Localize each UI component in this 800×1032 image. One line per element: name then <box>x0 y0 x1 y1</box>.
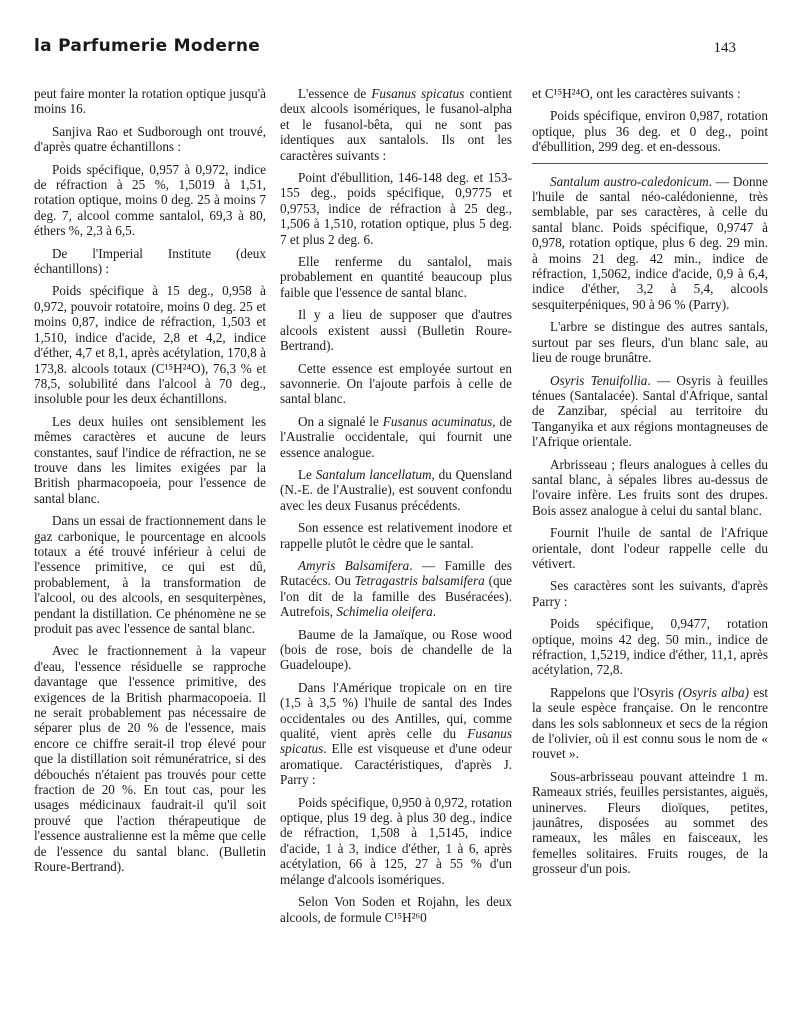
paragraph: Sous-arbrisseau pouvant atteindre 1 m. Rameaux striés, feuilles persistantes, aiguës, uninerves. Fleurs dioïques, petites, jaunâtres, disposées au sommet des rameaux, les mâles en faisceaux, les femelles solitaires. Fruits rouges, de la grosseur d'un pois. <box>532 768 768 877</box>
journal-title: la Parfumerie Moderne <box>34 36 261 56</box>
paragraph: Son essence est relativement inodore et rappelle plutôt le cèdre que le santal. <box>280 520 512 551</box>
column-3 <box>532 86 768 998</box>
paragraph: De l'Imperial Institute (deux échantillons) : <box>34 245 266 277</box>
paragraph: Poids spécifique, environ 0,987, rotation optique, plus 36 deg. et 0 deg., point d'ébullition, 299 deg. et en-dessous. <box>532 108 768 155</box>
paragraph: L'essence de Fusanus spicatus contient deux alcools isomériques, le fusanol-alpha et le fusanol-bêta, qui ne sont pas identiques aux santalols. Ils ont les caractères suivants : <box>280 86 512 163</box>
paragraph: et C¹⁵H²⁴O, ont les caractères suivants : <box>532 86 741 101</box>
species-name: Osyris Tenuifollia <box>550 372 648 388</box>
paragraph: Il y a lieu de supposer que d'autres alcools existent aussi (Bulletin Roure-Bertrand). <box>280 307 512 354</box>
paragraph: Avec le fractionnement à la vapeur d'eau, l'essence résiduelle se rapproche davantage que l'essence primitive, des exigences de la British pharmacopoeia. Il ne serait probablement pas nécessaire de séparer plus de 20 % de l'essence, mais encore ce chiffre serait-il trop élevé pour que la distillation soit rémunératrice, si des débouchés n'étaient pas trouvés pour cette fraction de 20 %. En tout cas, pour les usages médicinaux faudrait-il qu'il soit prouvé que l'action thérapeutique de l'essence australienne est la même que celle de l'essence du santal blanc. (Bulletin Roure-Bertrand). <box>34 643 266 875</box>
species-name: Tetragastris balsamifera <box>354 573 485 589</box>
paragraph: Osyris Tenuifollia. — Osyris à feuilles ténues (Santalacée). Santal d'Afrique, santal de Zanzibar, spécial au territoire du Tanganyika et aux régions montagneuses de l'Afrique orientale. <box>532 372 768 450</box>
species-name: Amyris Balsamifera <box>298 557 410 573</box>
paragraph: Ses caractères sont les suivants, d'après Parry : <box>532 578 768 609</box>
paragraph: Les deux huiles ont sensiblement les mêmes caractères et aucune de leurs constantes, sauf l'indice de réfraction, ne se trouve dans les limites exigées par la British pharmacopoeia, pour l'essence de santal blanc. <box>34 413 266 506</box>
species-name: Fusanus spicatus <box>280 726 512 757</box>
paragraph: Dans un essai de fractionnement dans le gaz carbonique, le pourcentage en alcools totaux a été trouvé inférieur à celui de l'essence primitive, ce qui est dû, probablement, à la transformation de l'alcool, ou des alcools, en sesquiterpènes, pendant la distillation. Ce phénomène ne se produit pas avec l'essence de santal blanc. <box>34 513 266 636</box>
column-2 <box>280 86 512 998</box>
paragraph: Rappelons que l'Osyris (Osyris alba) est la seule espèce française. On le rencontre dans les sols sablonneux et secs de la région de l'olivier, où il est connu sous le nom de « rouvet ». <box>532 684 768 762</box>
paragraph: Le Santalum lancellatum, du Quensland (N.-E. de l'Australie), est souvent confondu avec les deux Fusanus précédents. <box>280 466 512 513</box>
paragraph: Sanjiva Rao et Sudborough ont trouvé, d'après quatre échantillons : <box>34 123 266 155</box>
paragraph: Selon Von Soden et Rojahn, les deux alcools, de formule C¹⁵H²⁶0 <box>280 894 512 925</box>
paragraph: Poids spécifique à 15 deg., 0,958 à 0,972, pouvoir rotatoire, moins 0 deg. 25 et moins 0,87, indice de réfraction, 1,503 et 1,510, indice d'acide, 2,8 et 4,2, indice d'éther, 4,7 et 8,1, après acétylation, 170,8 à 173,8. alcools totaux (C¹⁵H²⁴O), 76,3 % et 78,5, solubilité dans l'alcool à 70 deg., insoluble pour les deux échantillons. <box>34 283 266 407</box>
paragraph: Cette essence est employée surtout en savonnerie. On l'ajoute parfois à celle de santal blanc. <box>280 360 512 407</box>
section-divider <box>532 163 768 164</box>
column-1 <box>34 86 266 998</box>
paragraph: Santalum austro-caledonicum. — Donne l'huile de santal néo-calédonienne, très semblable, par ses caractères, à celle du santal blanc. Poids spécifique, 0,9747 à 0,978, rotation optique, plus 6 deg. 29 min. à moins 21 deg. 42 min., indice de réfraction, 1,5062, indice d'acide, 0,9 à 6,4, indice d'éther, 3,2 à 5,4, alcools sesquiterpéniques, 90 à 96 % (Parry). <box>532 173 768 312</box>
paragraph: Point d'ébullition, 146-148 deg. et 153-155 deg., poids spécifique, 0,9775 et 0,9753, indice de réfraction à 25 deg., 1,506 à 1,510, rotation optique, plus 5 deg. 7 et plus 2 deg. 6. <box>280 170 512 247</box>
species-name: Santalum austro-caledonicum <box>550 173 709 189</box>
paragraph: peut faire monter la rotation optique jusqu'à moins 16. <box>34 86 266 117</box>
species-name: Fusanus acuminatus <box>382 413 493 429</box>
species-name: Schimelia oleifera <box>336 604 433 620</box>
paragraph: Elle renferme du santalol, mais probablement en quantité beaucoup plus faible que l'essence de santal blanc. <box>280 254 512 300</box>
paragraph: L'arbre se distingue des autres santals, surtout par ses fleurs, d'un blanc sale, au lieu de rouge brunâtre. <box>532 319 768 366</box>
paragraph: Dans l'Amérique tropicale on en tire (1,5 à 3,5 %) l'huile de santal des Indes occidentales ou des Antilles, qui, comme qualité, vient après celle du Fusanus spicatus. Elle est visqueuse et d'une odeur aromatique. Caractéristiques, d'après J. Parry : <box>280 679 512 788</box>
paragraph: Baume de la Jamaïque, ou Rose wood (bois de rose, bois de chandelle de la Guadeloupe). <box>280 626 512 673</box>
paragraph: Poids spécifique, 0,9477, rotation optique, moins 42 deg. 50 min., indice de réfraction, 1,5219, indice d'éther, 11,1, après acétylation, 72,8. <box>532 616 768 678</box>
paragraph: Poids spécifique, 0,957 à 0,972, indice de réfraction à 25 %, 1,5019 à 1,51, rotation optique, moins 0 deg. 25 à moins 7 deg. 7, alcool comme santalol, 69,3 à 80, éthers %, 2,3 à 6,5. <box>34 161 266 239</box>
species-name: (Osyris alba) <box>678 684 750 700</box>
species-name: Santalum lancellatum <box>315 466 432 482</box>
paragraph: Poids spécifique, 0,950 à 0,972, rotation optique, plus 19 deg. à plus 30 deg., indice de réfraction, 1,508 à 1,5145, indice d'acide, 1 à 3, indice d'éther, 1 à 6, après acétylation, 66 à 125, 27 à 55 % d'un mélange d'alcools isomériques. <box>280 794 512 887</box>
page-number: 143 <box>713 40 736 56</box>
paragraph: Fournit l'huile de santal de l'Afrique orientale, dont l'odeur rappelle celle du vétivert. <box>532 525 768 571</box>
species-name: Fusanus spicatus <box>371 86 465 101</box>
paragraph: On a signalé le Fusanus acuminatus, de l'Australie occidentale, qui fournit une essence analogue. <box>280 413 512 460</box>
paragraph: Arbrisseau ; fleurs analogues à celles du santal blanc, à sépales libres au-dessus de l'ovaire infère. Les fruits sont des drupes. Bois assez analogue à celui du santal blanc. <box>532 456 768 518</box>
paragraph: Amyris Balsamifera. — Famille des Rutacécs. Ou Tetragastris balsamifera (que l'on dit de la famille des Buséracées). Autrefois, Schimelia oleifera. <box>280 557 512 620</box>
